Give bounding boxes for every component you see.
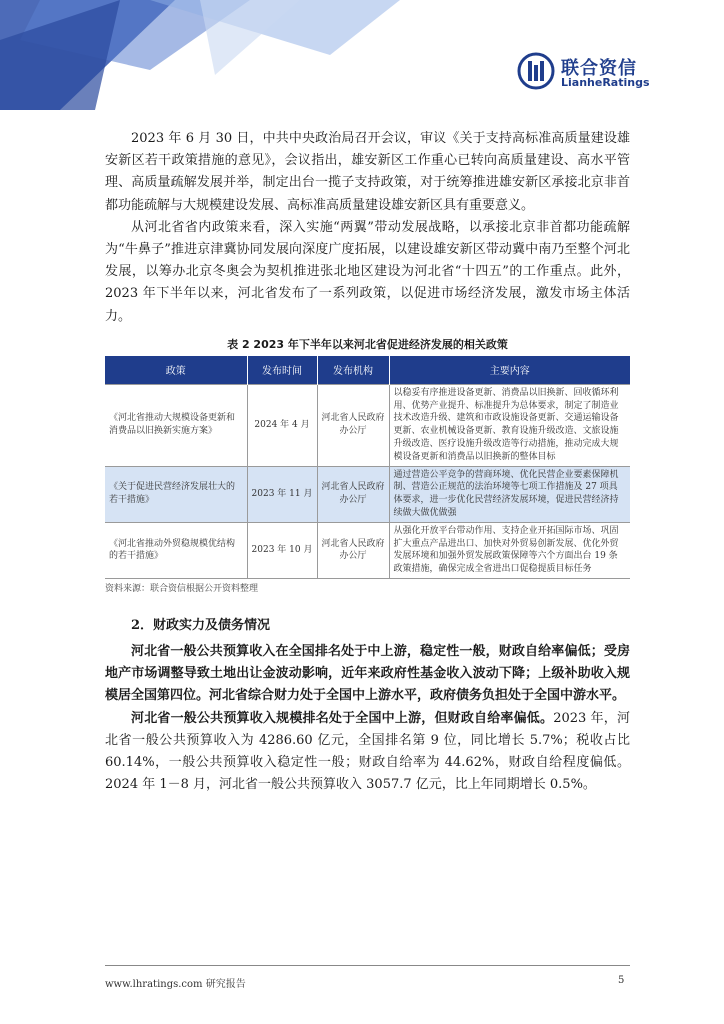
policy-table bbox=[105, 356, 630, 579]
column-header: 政策 bbox=[105, 356, 247, 385]
table-header-row bbox=[105, 356, 630, 385]
column-header: 发布机构 bbox=[317, 356, 389, 385]
footer-divider bbox=[105, 965, 630, 966]
table-row bbox=[105, 522, 630, 578]
cell-date: 2023 年 10 月 bbox=[247, 522, 317, 578]
cell-policy: 《河北省推动外贸稳规模优结构的若干措施》 bbox=[105, 522, 247, 578]
cell-policy: 《关于促进民营经济发展壮大的若干措施》 bbox=[105, 466, 247, 522]
paragraph-body: 2023 年，河北省一般公共预算收入为 4286.60 亿元，全国排名第 9 位，同比增长 5.7%；税收占比 60.14%，一般公共预算收入稳定性一般；财政自给率为 44.62%，财政自给程度偏低。2024 年 1－8 月，河北省一般公共预算收入 3057.7 亿元，比上年同期增长 0.5%。 bbox=[105, 710, 630, 793]
paragraph-lead: 河北省一般公共预算收入规模排名处于全国中上游，但财政自给率偏低。 bbox=[131, 710, 554, 726]
brand-name-cn: 联合资信 bbox=[561, 58, 637, 79]
section-summary: 河北省一般公共预算收入在全国排名处于中上游，稳定性一般，财政自给率偏低；受房地产市场调整导致土地出让金波动影响，近年来政府性基金收入波动下降；上级补助收入规模居全国第四位。河北省综合财力处于全国中上游水平，政府债务负担处于全国中游水平。 bbox=[105, 643, 630, 704]
cell-policy: 《河北省推动大规模设备更新和消费品以旧换新实施方案》 bbox=[105, 384, 247, 466]
paragraph-xiongan: 2023 年 6 月 30 日，中共中央政治局召开会议，审议《关于支持高标准高质量建设雄安新区若干政策措施的意见》，会议指出，雄安新区工作重心已转向高质量建设、高水平管理、高质量疏解发展并举，制定出台一揽子支持政策，对于统筹推进雄安新区承接北京非首都功能疏解与大规模建设发展、高标准高质量建设雄安新区具有重要意义。 bbox=[105, 131, 630, 213]
footer-site: www.lhratings.com 研究报告 bbox=[105, 979, 246, 990]
column-header: 主要内容 bbox=[389, 356, 630, 385]
table-title: 表 2 2023 年下半年以来河北省促进经济发展的相关政策 bbox=[227, 337, 508, 351]
table-row bbox=[105, 384, 630, 466]
cell-date: 2023 年 11 月 bbox=[247, 466, 317, 522]
column-header: 发布时间 bbox=[247, 356, 317, 385]
paragraph-provincial-policy: 从河北省省内政策来看，深入实施“两翼”带动发展战略，以承接北京非首都功能疏解为“牛鼻子”推进京津冀协同发展向深度广度拓展，以建设雄安新区带动冀中南乃至整个河北发展，以筹办北京冬奥会为契机推进张北地区建设为河北省“十四五”的工作重点。此外，2023 年下半年以来，河北省发布了一系列政策，以促进市场经济发展，激发市场主体活力。 bbox=[105, 219, 630, 324]
cell-content: 从强化开放平台带动作用、支持企业开拓国际市场、巩固扩大重点产品进出口、加快对外贸易创新发展、优化外贸发展环境和加强外贸发展政策保障等六个方面出台 19 条政策措施，确保完成全省进出口促稳提质目标任务 bbox=[389, 522, 630, 578]
paragraph-budget-revenue bbox=[105, 708, 630, 797]
cell-agency: 河北省人民政府办公厅 bbox=[317, 466, 389, 522]
lh-logo-icon bbox=[517, 52, 555, 90]
cell-agency: 河北省人民政府办公厅 bbox=[317, 522, 389, 578]
cell-date: 2024 年 4 月 bbox=[247, 384, 317, 466]
brand-name-en: LianheRatings bbox=[561, 76, 650, 89]
table-row bbox=[105, 466, 630, 522]
section-heading: 2．财政实力及债务情况 bbox=[131, 617, 271, 633]
company-logo bbox=[517, 52, 697, 94]
cell-agency: 河北省人民政府办公厅 bbox=[317, 384, 389, 466]
page-number: 5 bbox=[618, 975, 625, 986]
cell-content: 以稳妥有序推进设备更新、消费品以旧换新、回收循环利用、优势产业提升、标准提升为总体要求，制定了制造业技术改造升级、建筑和市政设施设备更新、交通运输设备更新、农业机械设备更新、教育设施升级改造、文旅设施升级改造、医疗设施升级改造等行动措施，推动完成大规模设备更新和消费品以旧换新的整体目标 bbox=[389, 384, 630, 466]
page-content bbox=[105, 128, 630, 796]
cell-content: 通过营造公平竞争的营商环境、优化民营企业要素保障机制、营造公正规范的法治环境等七项工作措施及 27 项具体要求，进一步优化民营经济发展环境，促进民营经济持续做大做优做强 bbox=[389, 466, 630, 522]
table-source: 资料来源：联合资信根据公开资料整理 bbox=[105, 583, 259, 594]
